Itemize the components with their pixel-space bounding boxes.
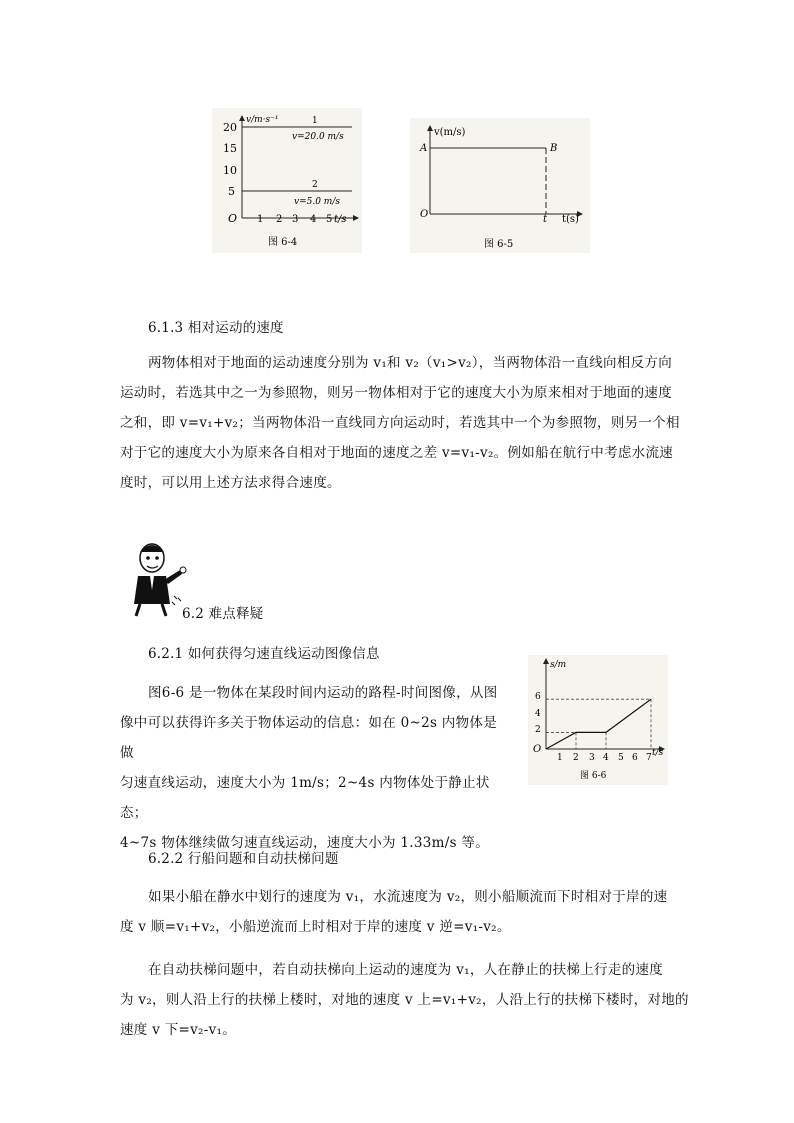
section-title-6-2-2: 6.2.2 行船问题和自动扶梯问题 bbox=[148, 851, 339, 867]
figure-caption: 图 6-5 bbox=[484, 239, 514, 250]
x-axis-label: t(s) bbox=[562, 214, 579, 225]
origin-label: O bbox=[228, 212, 238, 225]
section-6-2-2-paragraph-1 bbox=[120, 882, 700, 942]
section-6-2-1-paragraph bbox=[120, 678, 510, 858]
x-tick-1: 1 bbox=[257, 214, 264, 225]
text-line: 度时，可以用上述方法求得合速度。 bbox=[120, 475, 341, 491]
section-6-1-3-paragraph bbox=[120, 348, 700, 498]
x-tick-7: 7 bbox=[646, 753, 652, 763]
x-tick-6: 6 bbox=[632, 753, 638, 763]
text-line: 在自动扶梯问题中，若自动扶梯向上运动的速度为 v₁，人在静止的扶梯上行走的速度 bbox=[148, 962, 664, 978]
point-b-label: B bbox=[550, 143, 558, 154]
text-line: 度 v 顺=v₁+v₂，小船逆流而上时相对于岸的速度 v 逆=v₁-v₂。 bbox=[120, 919, 511, 935]
y-tick-4: 4 bbox=[535, 709, 541, 719]
text-line: 像中可以获得许多关于物体运动的信息：如在 0~2s 内物体是做 bbox=[120, 715, 497, 761]
y-tick-15: 15 bbox=[223, 142, 237, 155]
x-tick-3: 3 bbox=[589, 753, 595, 763]
y-tick-20: 20 bbox=[223, 121, 237, 134]
text-line: 运动时，若选其中之一为参照物，则另一物体相对于它的速度大小为原来相对于地面的速度 bbox=[120, 385, 672, 401]
y-tick-2: 2 bbox=[535, 725, 541, 735]
series-1-label: v=20.0 m/s bbox=[292, 132, 344, 142]
text-line: 为 v₂，则人沿上行的扶梯上楼时，对地的速度 v 上=v₁+v₂，人沿上行的扶梯下楼时，对地的 bbox=[120, 992, 689, 1008]
text-line: 如果小船在静水中划行的速度为 v₁，水流速度为 v₂，则小船顺流而下时相对于岸的速 bbox=[148, 889, 668, 905]
x-tick-5: 5 bbox=[326, 214, 333, 225]
y-axis-label: v/m·s⁻¹ bbox=[246, 115, 279, 125]
origin-label: O bbox=[533, 744, 542, 755]
figure-6-4-graph bbox=[212, 108, 362, 253]
section-title-6-1-3: 6.1.3 相对运动的速度 bbox=[148, 320, 284, 336]
x-tick-3: 3 bbox=[292, 214, 299, 225]
figure-6-5-graph bbox=[410, 118, 590, 253]
section-title-6-2-1: 6.2.1 如何获得匀速直线运动图像信息 bbox=[148, 646, 380, 662]
figure-6-6-graph bbox=[528, 655, 668, 785]
text-line: 对于它的速度大小为原来各自相对于地面的速度之差 v=v₁-v₂。例如船在航行中考虑水流速 bbox=[120, 445, 674, 461]
y-axis-label: v(m/s) bbox=[434, 127, 466, 138]
y-tick-6: 6 bbox=[535, 692, 541, 702]
x-tick-5: 5 bbox=[618, 753, 624, 763]
text-line: 4~7s 物体继续做匀速直线运动，速度大小为 1.33m/s 等。 bbox=[120, 835, 490, 851]
x-tick-4: 4 bbox=[310, 214, 317, 225]
text-line: 两物体相对于地面的运动速度分别为 v₁和 v₂（v₁>v₂），当两物体沿一直线向相反方向 bbox=[148, 355, 672, 371]
figure-caption: 图 6-6 bbox=[580, 771, 607, 781]
y-axis-label: s/m bbox=[550, 660, 567, 670]
point-a-label: A bbox=[420, 143, 428, 154]
x-axis-label: t/s bbox=[334, 214, 347, 225]
text-line: 图6-6 是一物体在某段时间内运动的路程-时间图像，从图 bbox=[148, 685, 498, 701]
series-2-number: 2 bbox=[312, 180, 318, 190]
figure-caption: 图 6-4 bbox=[268, 237, 298, 248]
text-line: 匀速直线运动，速度大小为 1m/s；2~4s 内物体处于静止状态； bbox=[120, 775, 490, 821]
x-tick-1: 1 bbox=[557, 753, 563, 763]
series-1-number: 1 bbox=[312, 116, 318, 126]
origin-label: O bbox=[420, 209, 429, 220]
x-tick-4: 4 bbox=[603, 753, 609, 763]
section-6-2-2-paragraph-2 bbox=[120, 955, 700, 1045]
section-title-6-2: 6.2 难点释疑 bbox=[182, 606, 264, 622]
x-tick-2: 2 bbox=[276, 214, 283, 225]
series-2-label: v=5.0 m/s bbox=[294, 197, 340, 207]
text-line: 之和，即 v=v₁+v₂；当两物体沿一直线同方向运动时，若选其中一个为参照物，则另一个相 bbox=[120, 415, 680, 431]
series-line bbox=[546, 699, 651, 749]
x-tick-2: 2 bbox=[573, 753, 579, 763]
text-line: 速度 v 下=v₂-v₁。 bbox=[120, 1022, 237, 1038]
y-tick-10: 10 bbox=[223, 164, 237, 177]
t-mark: t bbox=[543, 214, 548, 225]
y-tick-5: 5 bbox=[228, 185, 235, 198]
x-axis-label: t/s bbox=[652, 748, 664, 758]
s-t-plot bbox=[546, 699, 651, 749]
